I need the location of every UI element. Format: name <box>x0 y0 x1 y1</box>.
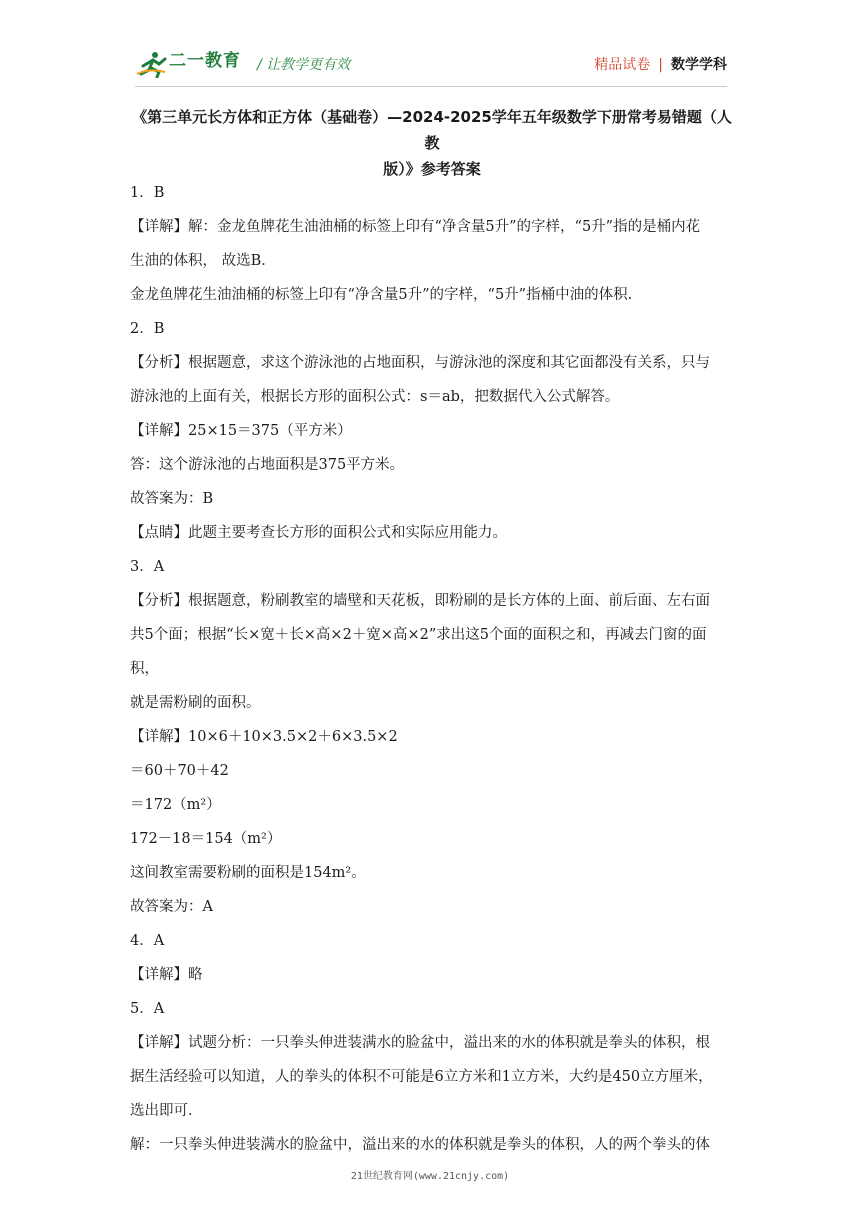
text-line: 3．A <box>130 559 165 575</box>
slogan: / 让教学更有效 <box>257 57 351 73</box>
header-tags <box>594 54 727 74</box>
page-footer: 21世纪教育网(www.21cnjy.com) <box>350 1171 510 1182</box>
title-line: 版）》参考答案 <box>383 160 481 178</box>
text-line: 5．A <box>130 1001 165 1017</box>
logo-text: 二一教育 <box>169 51 241 71</box>
text-line: 答：这个游泳池的占地面积是375平方米。 <box>130 457 405 473</box>
tag-premium: 精品试卷 <box>594 57 651 73</box>
text-line: 【点睛】此题主要考查长方形的面积公式和实际应用能力。 <box>130 525 507 541</box>
text-line: 游泳池的上面有关，根据长方形的面积公式：s＝ab，把数据代入公式解答。 <box>130 389 620 405</box>
text-line: ＝60＋70＋42 <box>130 763 229 779</box>
text-line: 1．B <box>130 185 165 201</box>
text-line: 就是需粉刷的面积。 <box>130 695 261 711</box>
text-line: 2．B <box>130 321 165 337</box>
text-line: 共5个面；根据“长×宽＋长×高×2＋宽×高×2”求出这5个面的面积之和，再减去门窗的面积， <box>130 627 707 677</box>
text-line: 4．A <box>130 933 165 949</box>
text-line: 【详解】略 <box>130 967 203 983</box>
text-line: 选出即可． <box>130 1103 203 1119</box>
text-line: 解：一只拳头伸进装满水的脸盆中，溢出来的水的体积就是拳头的体积，人的两个拳头的体 <box>130 1137 710 1153</box>
text-line: 【详解】试题分析：一只拳头伸进装满水的脸盆中，溢出来的水的体积就是拳头的体积，根 <box>130 1035 710 1051</box>
tag-separator: | <box>658 57 663 73</box>
answer-content <box>130 176 734 1162</box>
tag-subject: 数学学科 <box>671 57 727 73</box>
text-line: 【分析】根据题意，粉刷教室的墙壁和天花板，即粉刷的是长方体的上面、前后面、左右面 <box>130 593 710 609</box>
header-divider <box>135 86 727 87</box>
text-line: 【分析】根据题意，求这个游泳池的占地面积，与游泳池的深度和其它面都没有关系，只与 <box>130 355 710 371</box>
text-line: 故答案为：A <box>130 899 213 915</box>
text-line: 据生活经验可以知道，人的拳头的体积不可能是6立方米和1立方米，大约是450立方厘米， <box>130 1069 713 1085</box>
text-line: 【详解】25×15＝375（平方米） <box>130 423 352 439</box>
title-line: 《第三单元长方体和正方体（基础卷）—2024-2025学年五年级数学下册常考易错题（人教 <box>132 108 732 152</box>
text-line: 故答案为：B <box>130 491 214 507</box>
document-title <box>126 104 738 182</box>
text-line: 172－18＝154（m²） <box>130 831 282 847</box>
text-line: 生油的体积， 故选B． <box>130 253 276 269</box>
text-line: 金龙鱼牌花生油油桶的标签上印有“净含量5升”的字样，“5升”指桶中油的体积． <box>130 287 643 303</box>
page-header <box>135 44 727 84</box>
text-line: 【详解】10×6＋10×3.5×2＋6×3.5×2 <box>130 729 398 745</box>
text-line: 【详解】解：金龙鱼牌花生油油桶的标签上印有“净含量5升”的字样，“5升”指的是桶内花 <box>130 219 701 235</box>
text-line: 这间教室需要粉刷的面积是154m²。 <box>130 865 366 881</box>
text-line: ＝172（m²） <box>130 797 221 813</box>
